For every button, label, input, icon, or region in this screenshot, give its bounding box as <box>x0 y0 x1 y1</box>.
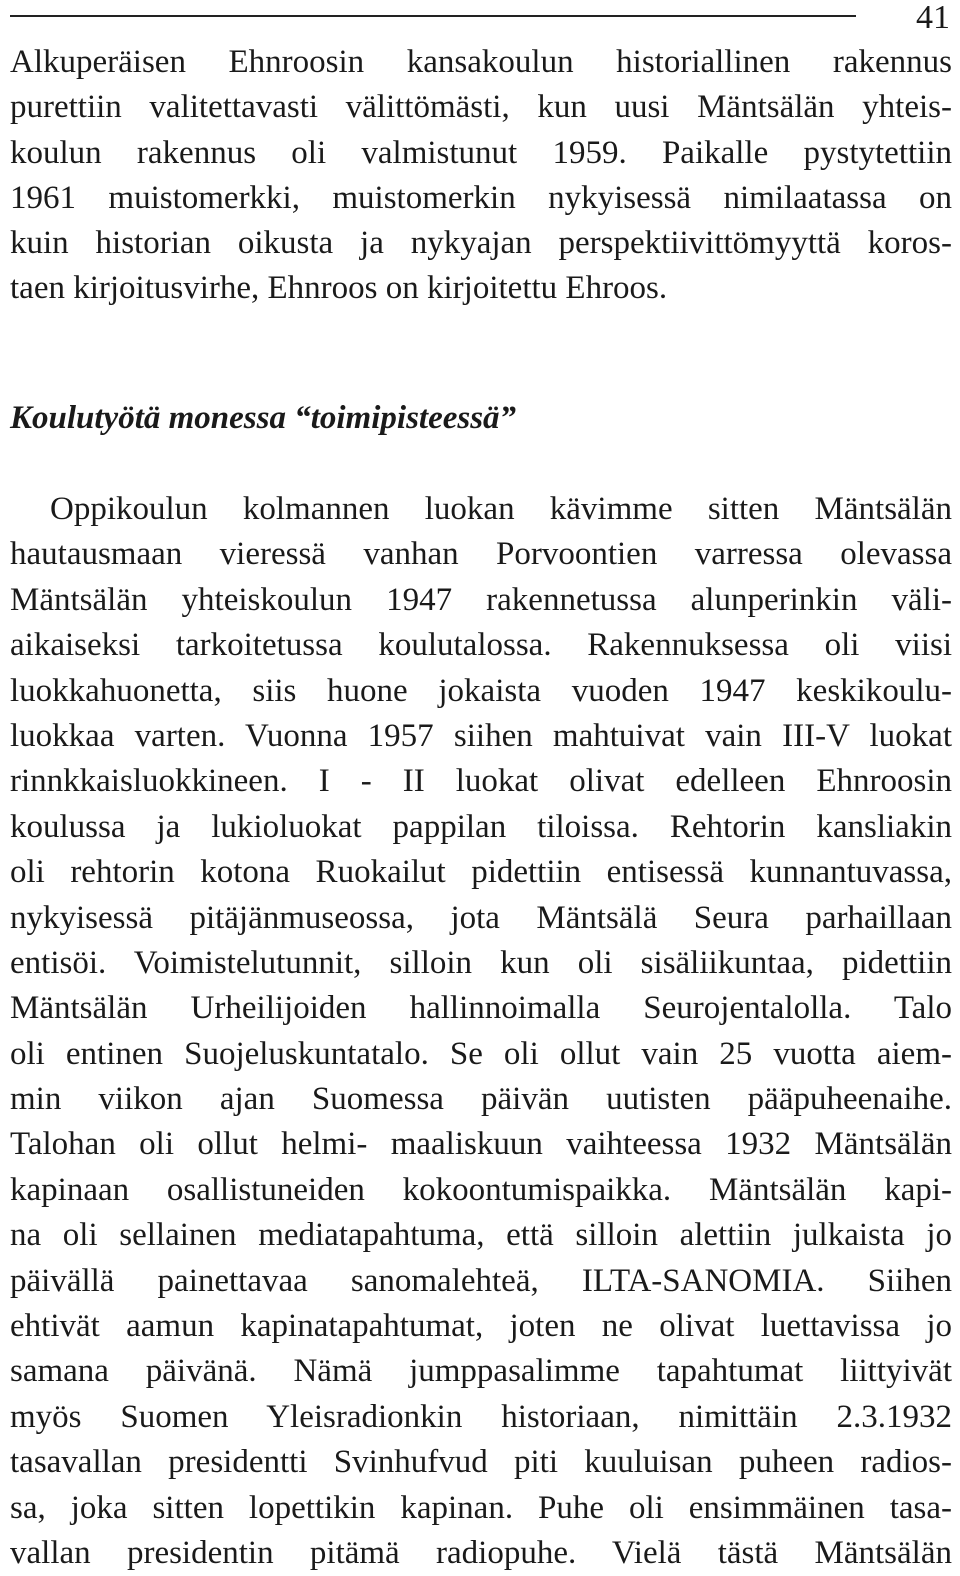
text-line: vallan presidentin pitämä radiopuhe. Vielä tästä Mäntsälän <box>10 1534 952 1571</box>
paragraph-1 <box>10 40 952 312</box>
text-line: myös Suomen Yleisradionkin historiaan, nimittäin 2.3.1932 <box>10 1398 952 1435</box>
text-line: Oppikoulun kolmannen luokan kävimme sitten Mäntsälän <box>50 491 952 527</box>
text-line: taen kirjoitusvirhe, Ehnroos on kirjoitettu Ehroos. <box>10 270 668 307</box>
text-line: hautausmaan vieressä vanhan Porvoontien varressa olevassa <box>10 536 952 573</box>
text-line: Mäntsälän yhteiskoulun 1947 rakennetussa alunperinkin väli- <box>10 581 952 618</box>
text-line: aikaiseksi tarkoitetussa koulutalossa. Rakennuksessa oli viisi <box>10 627 952 664</box>
text-line: nykyisessä pitäjänmuseossa, jota Mäntsälä Seura parhaillaan <box>10 899 952 936</box>
text-line: min viikon ajan Suomessa päivän uutisten pääpuheenaihe. <box>10 1081 952 1118</box>
text-line: oli rehtorin kotona Ruokailut pidettiin entisessä kunnantuvassa, <box>10 854 952 891</box>
text-line: 1961 muistomerkki, muistomerkin nykyisessä nimilaatassa on <box>10 179 952 216</box>
text-line: na oli sellainen mediatapahtuma, että silloin alettiin julkaista jo <box>10 1217 952 1254</box>
text-line: tasavallan presidentti Svinhufvud piti kuuluisan puheen radios- <box>10 1444 952 1481</box>
text-line: päivällä painettavaa sanomalehteä, ILTA-SANOMIA. Siihen <box>10 1262 952 1299</box>
page-number: 41 <box>916 0 950 36</box>
paragraph-2 <box>10 487 952 1576</box>
text-line: entisöi. Voimistelutunnit, silloin kun oli sisäliikuntaa, pidettiin <box>10 944 952 981</box>
text-line: oli entinen Suojeluskuntatalo. Se oli ollut vain 25 vuotta aiem- <box>10 1035 952 1072</box>
text-line: purettiin valitettavasti välittömästi, kun uusi Mäntsälän yhteis- <box>10 89 952 126</box>
header-rule <box>10 15 856 17</box>
text-line: Mäntsälän Urheilijoiden hallinnoimalla Seurojentalolla. Talo <box>10 990 952 1027</box>
text-line: rinnkkaisluokkineen. I - II luokat olivat edelleen Ehnroosin <box>10 763 952 800</box>
text-line: luokkahuonetta, siis huone jokaista vuoden 1947 keskikoulu- <box>10 672 952 709</box>
text-line: koulussa ja lukioluokat pappilan tiloissa. Rehtorin kansliakin <box>10 808 952 845</box>
text-line: sa, joka sitten lopettikin kapinan. Puhe oli ensimmäinen tasa- <box>10 1489 952 1526</box>
text-line: kapinaan osallistuneiden kokoontumispaikka. Mäntsälän kapi- <box>10 1171 952 1208</box>
text-line: ehtivät aamun kapinatapahtumat, joten ne olivat luettavissa jo <box>10 1308 952 1345</box>
section-heading: Koulutyötä monessa “toimipisteessä” <box>10 400 517 436</box>
text-line: koulun rakennus oli valmistunut 1959. Paikalle pystytettiin <box>10 134 952 171</box>
text-line: samana päivänä. Nämä jumppasalimme tapahtumat liittyivät <box>10 1353 952 1390</box>
text-line: Talohan oli ollut helmi- maaliskuun vaihteessa 1932 Mäntsälän <box>10 1126 952 1163</box>
text-line: luokkaa varten. Vuonna 1957 siihen mahtuivat vain III-V luokat <box>10 717 952 754</box>
text-line: kuin historian oikusta ja nykyajan perspektiivittömyyttä koros- <box>10 225 952 262</box>
text-line: Alkuperäisen Ehnroosin kansakoulun historiallinen rakennus <box>10 44 952 80</box>
